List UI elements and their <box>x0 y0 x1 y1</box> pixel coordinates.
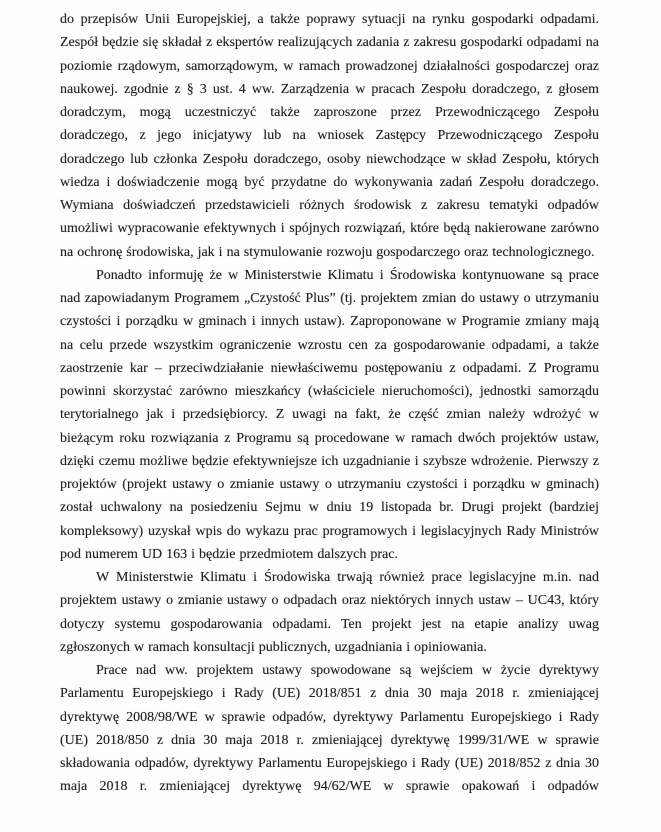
paragraph-eu-directives: Prace nad ww. projektem ustawy spowodowane są wejściem w życie dyrektywy Parlamentu Europejskiego i Rady (UE) 2018/851 z dnia 30 maja 2018 r. zmieniającej dyrektywę 2008/98/WE w sprawie odpadów, dyrektywy Parlamentu Europejskiego i Rady (UE) 2018/850 z dnia 30 maja 2018 r. zmieniającej dyrektywę 1999/31/WE w sprawie składowania odpadów, dyrektywy Parlamentu Europejskiego i Rady (UE) 2018/852 z dnia 30 maja 2018 r. zmieniającej dyrektywę 94/62/WE w sprawie opakowań i odpadów <box>60 663 599 795</box>
paragraph-czystosc-plus: Ponadto informuję że w Ministerstwie Klimatu i Środowiska kontynuowane są prace nad zapowiadanym Programem „Czystość Plus” (tj. projektem zmian do ustawy o utrzymaniu czystości i porządku w gminach i innych ustaw). Zaproponowane w Programie zmiany mają na celu przede wszystkim ograniczenie wzrostu cen za gospodarowanie odpadami, a także zaostrzenie kar – przeciwdziałanie niewłaściwemu postępowaniu z odpadami. Z Programu powinni skorzystać zarówno mieszkańcy (właściciele nieruchomości), jednostki samorządu terytorialnego jak i przedsiębiorcy. Z uwagi na fakt, że część zmian należy wdrożyć w bieżącym roku rozwiązania z Programu są procedowane w ramach dwóch projektów ustaw, dzięki czemu możliwe będzie efektywniejsze ich uzgadnianie i szybsze wdrożenie. Pierwszy z projektów (projekt ustawy o zmianie ustawy o utrzymaniu czystości i porządku w gminach) został uchwalony na posiedzeniu Sejmu w dniu 19 listopada br. Drugi projekt (bardziej kompleksowy) uzyskał wpis do wykazu prac programowych i legislacyjnych Rady Ministrów pod numerem UD 163 i będzie przedmiotem dalszych prac. <box>60 267 599 562</box>
paragraph-continuation: do przepisów Unii Europejskiej, a także poprawy sytuacji na rynku gospodarki odpadami. Zespół będzie się składał z ekspertów realizujących zadania z zakresu gospodarki odpadami na poziomie rządowym, samorządowym, w ramach prowadzonej działalności gospodarczej oraz naukowej. zgodnie z § 3 ust. 4 ww. Zarządzenia w pracach Zespołu doradczego, z głosem doradczym, mogą uczestniczyć także zaproszone przez Przewodniczącego Zespołu doradczego, z jego inicjatywy lub na wniosek Zastępcy Przewodniczącego Zespołu doradczego lub członka Zespołu doradczego, osoby niewchodzące w skład Zespołu, których wiedza i doświadczenie mogą być przydatne do wykonywania zadań Zespołu doradczego. Wymiana doświadczeń przedstawicieli różnych środowisk z zakresu tematyki odpadów umożliwi wypracowanie efektywnych i spójnych rozwiązań, które będą nakierowane zarówno na ochronę środowiska, jak i na stymulowanie rozwoju gospodarczego oraz technologicznego. <box>60 12 599 260</box>
paragraph-uc43: W Ministerstwie Klimatu i Środowiska trwają również prace legislacyjne m.in. nad projektem ustawy o zmianie ustawy o odpadach oraz niektórych innych ustaw – UC43, który dotyczy systemu gospodarowania odpadami. Ten projekt jest na etapie analizy uwag zgłoszonych w ramach konsultacji publicznych, uzgadniania i opiniowania. <box>60 570 599 655</box>
